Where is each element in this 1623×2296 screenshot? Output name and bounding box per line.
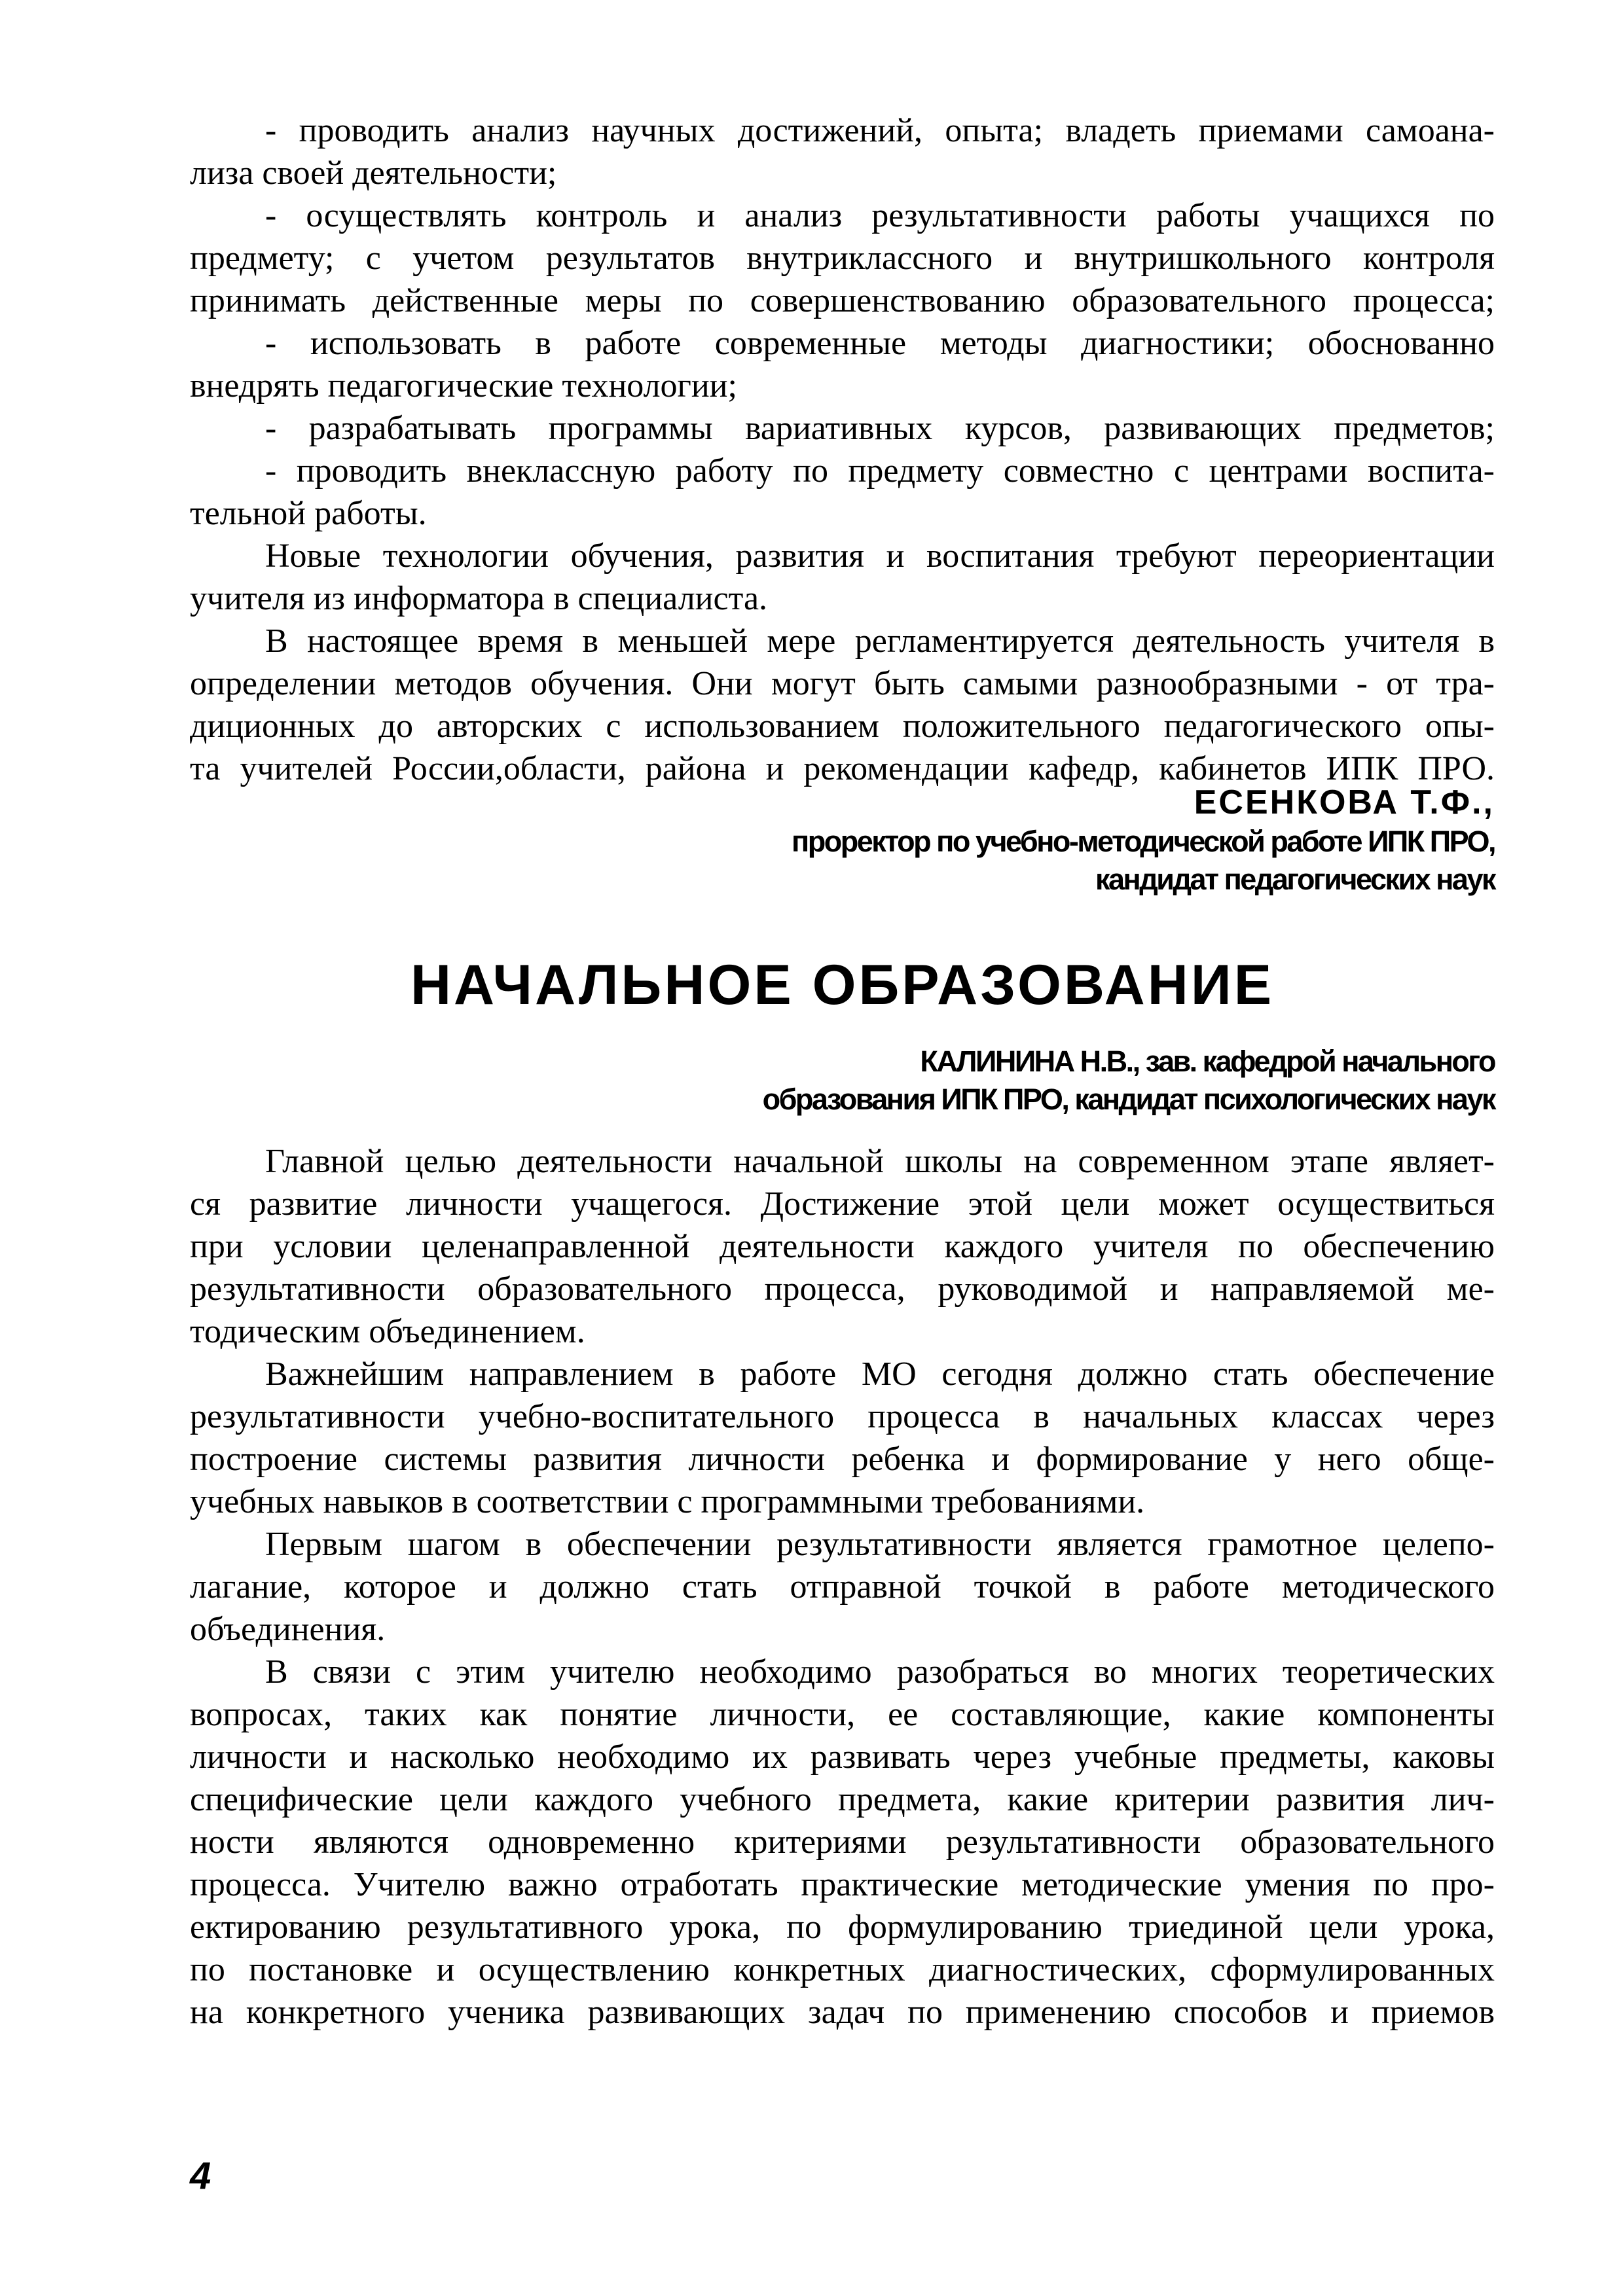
text-line: специфические цели каждого учебного предмета, какие критерии развития лич-: [190, 1781, 1495, 1818]
text-line: определении методов обучения. Они могут быть самыми разнообразными - от тра-: [190, 665, 1495, 702]
text-line: учебных навыков в соответствии с программными требованиями.: [190, 1483, 1145, 1520]
text-line: на конкретного ученика развивающих задач по применению способов и приемов: [190, 1994, 1495, 2031]
section-title: НАЧАЛЬНОЕ ОБРАЗОВАНИЕ: [410, 954, 1275, 1016]
intro-text: [190, 109, 1495, 790]
text-line: личности и насколько необходимо их развивать через учебные предметы, каковы: [190, 1738, 1495, 1776]
text-line: лиза своей деятельности;: [190, 154, 557, 192]
text-line: - проводить анализ научных достижений, опыта; владеть приемами самоана-: [265, 112, 1495, 149]
text-line: внедрять педагогические технологии;: [190, 367, 737, 404]
text-line: та учителей России,области, района и рекомендации кафедр, кабинетов ИПК ПРО.: [190, 750, 1495, 787]
text-line: принимать действенные меры по совершенствованию образовательного процесса;: [190, 282, 1495, 319]
author-degree: образования ИПК ПРО, кандидат психологических наук: [762, 1083, 1495, 1116]
page-number: 4: [190, 2155, 211, 2197]
text-line: предмету; с учетом результатов внутриклассного и внутришкольного контроля: [190, 240, 1495, 277]
text-line: объединения.: [190, 1611, 386, 1648]
main-text: [190, 1140, 1495, 2034]
text-line: учителя из информатора в специалиста.: [190, 580, 768, 617]
text-line: - разрабатывать программы вариативных курсов, развивающих предметов;: [265, 410, 1495, 447]
author-role: проректор по учебно-методической работе ИПК ПРО,: [792, 825, 1495, 858]
text-line: тодическим объединением.: [190, 1313, 585, 1350]
text-line: процесса. Учителю важно отработать практические методические умения по про-: [190, 1866, 1495, 1903]
text-line: при условии целенаправленной деятельности каждого учителя по обеспечению: [190, 1228, 1495, 1265]
text-line: ности являются одновременно критериями результативности образовательного: [190, 1823, 1495, 1861]
text-line: по постановке и осуществлению конкретных диагностических, сформулированных: [190, 1951, 1495, 1988]
text-line: Первым шагом в обеспечении результативности является грамотное целепо-: [265, 1526, 1495, 1563]
text-line: построение системы развития личности ребенка и формирование у него обще-: [190, 1441, 1495, 1478]
author-signature-2: [763, 1043, 1495, 1119]
author-signature-1: [792, 782, 1495, 899]
text-line: тельной работы.: [190, 495, 427, 532]
text-line: результативности учебно-воспитательного процесса в начальных классах через: [190, 1398, 1495, 1435]
text-line: Новые технологии обучения, развития и воспитания требуют переориентации: [265, 537, 1495, 575]
author-name: ЕСЕНКОВА Т.Ф.,: [1194, 783, 1495, 821]
text-line: В настоящее время в меньшей мере регламентируется деятельность учителя в: [265, 622, 1495, 660]
text-line: вопросах, таких как понятие личности, ее составляющие, какие компоненты: [190, 1696, 1495, 1733]
author-degree: кандидат педагогических наук: [1095, 863, 1495, 896]
text-line: ся развитие личности учащегося. Достижение этой цели может осуществиться: [190, 1185, 1495, 1223]
text-line: - осуществлять контроль и анализ результативности работы учащихся по: [265, 197, 1495, 234]
text-line: В связи с этим учителю необходимо разобраться во многих теоретических: [265, 1653, 1495, 1691]
text-line: ектированию результативного урока, по формулированию триединой цели урока,: [190, 1909, 1495, 1946]
text-line: Главной целью деятельности начальной школы на современном этапе являет-: [265, 1143, 1495, 1180]
text-line: - использовать в работе современные методы диагностики; обоснованно: [265, 325, 1495, 362]
text-line: диционных до авторских с использованием положительного педагогического опы-: [190, 708, 1495, 745]
author-name-role: КАЛИНИНА Н.В., зав. кафедрой начального: [920, 1045, 1495, 1078]
text-line: лагание, которое и должно стать отправной точкой в работе методического: [190, 1568, 1495, 1605]
text-line: - проводить внеклассную работу по предмету совместно с центрами воспита-: [265, 452, 1495, 490]
text-line: результативности образовательного процесса, руководимой и направляемой ме-: [190, 1270, 1495, 1308]
text-line: Важнейшим направлением в работе МО сегодня должно стать обеспечение: [265, 1355, 1495, 1393]
